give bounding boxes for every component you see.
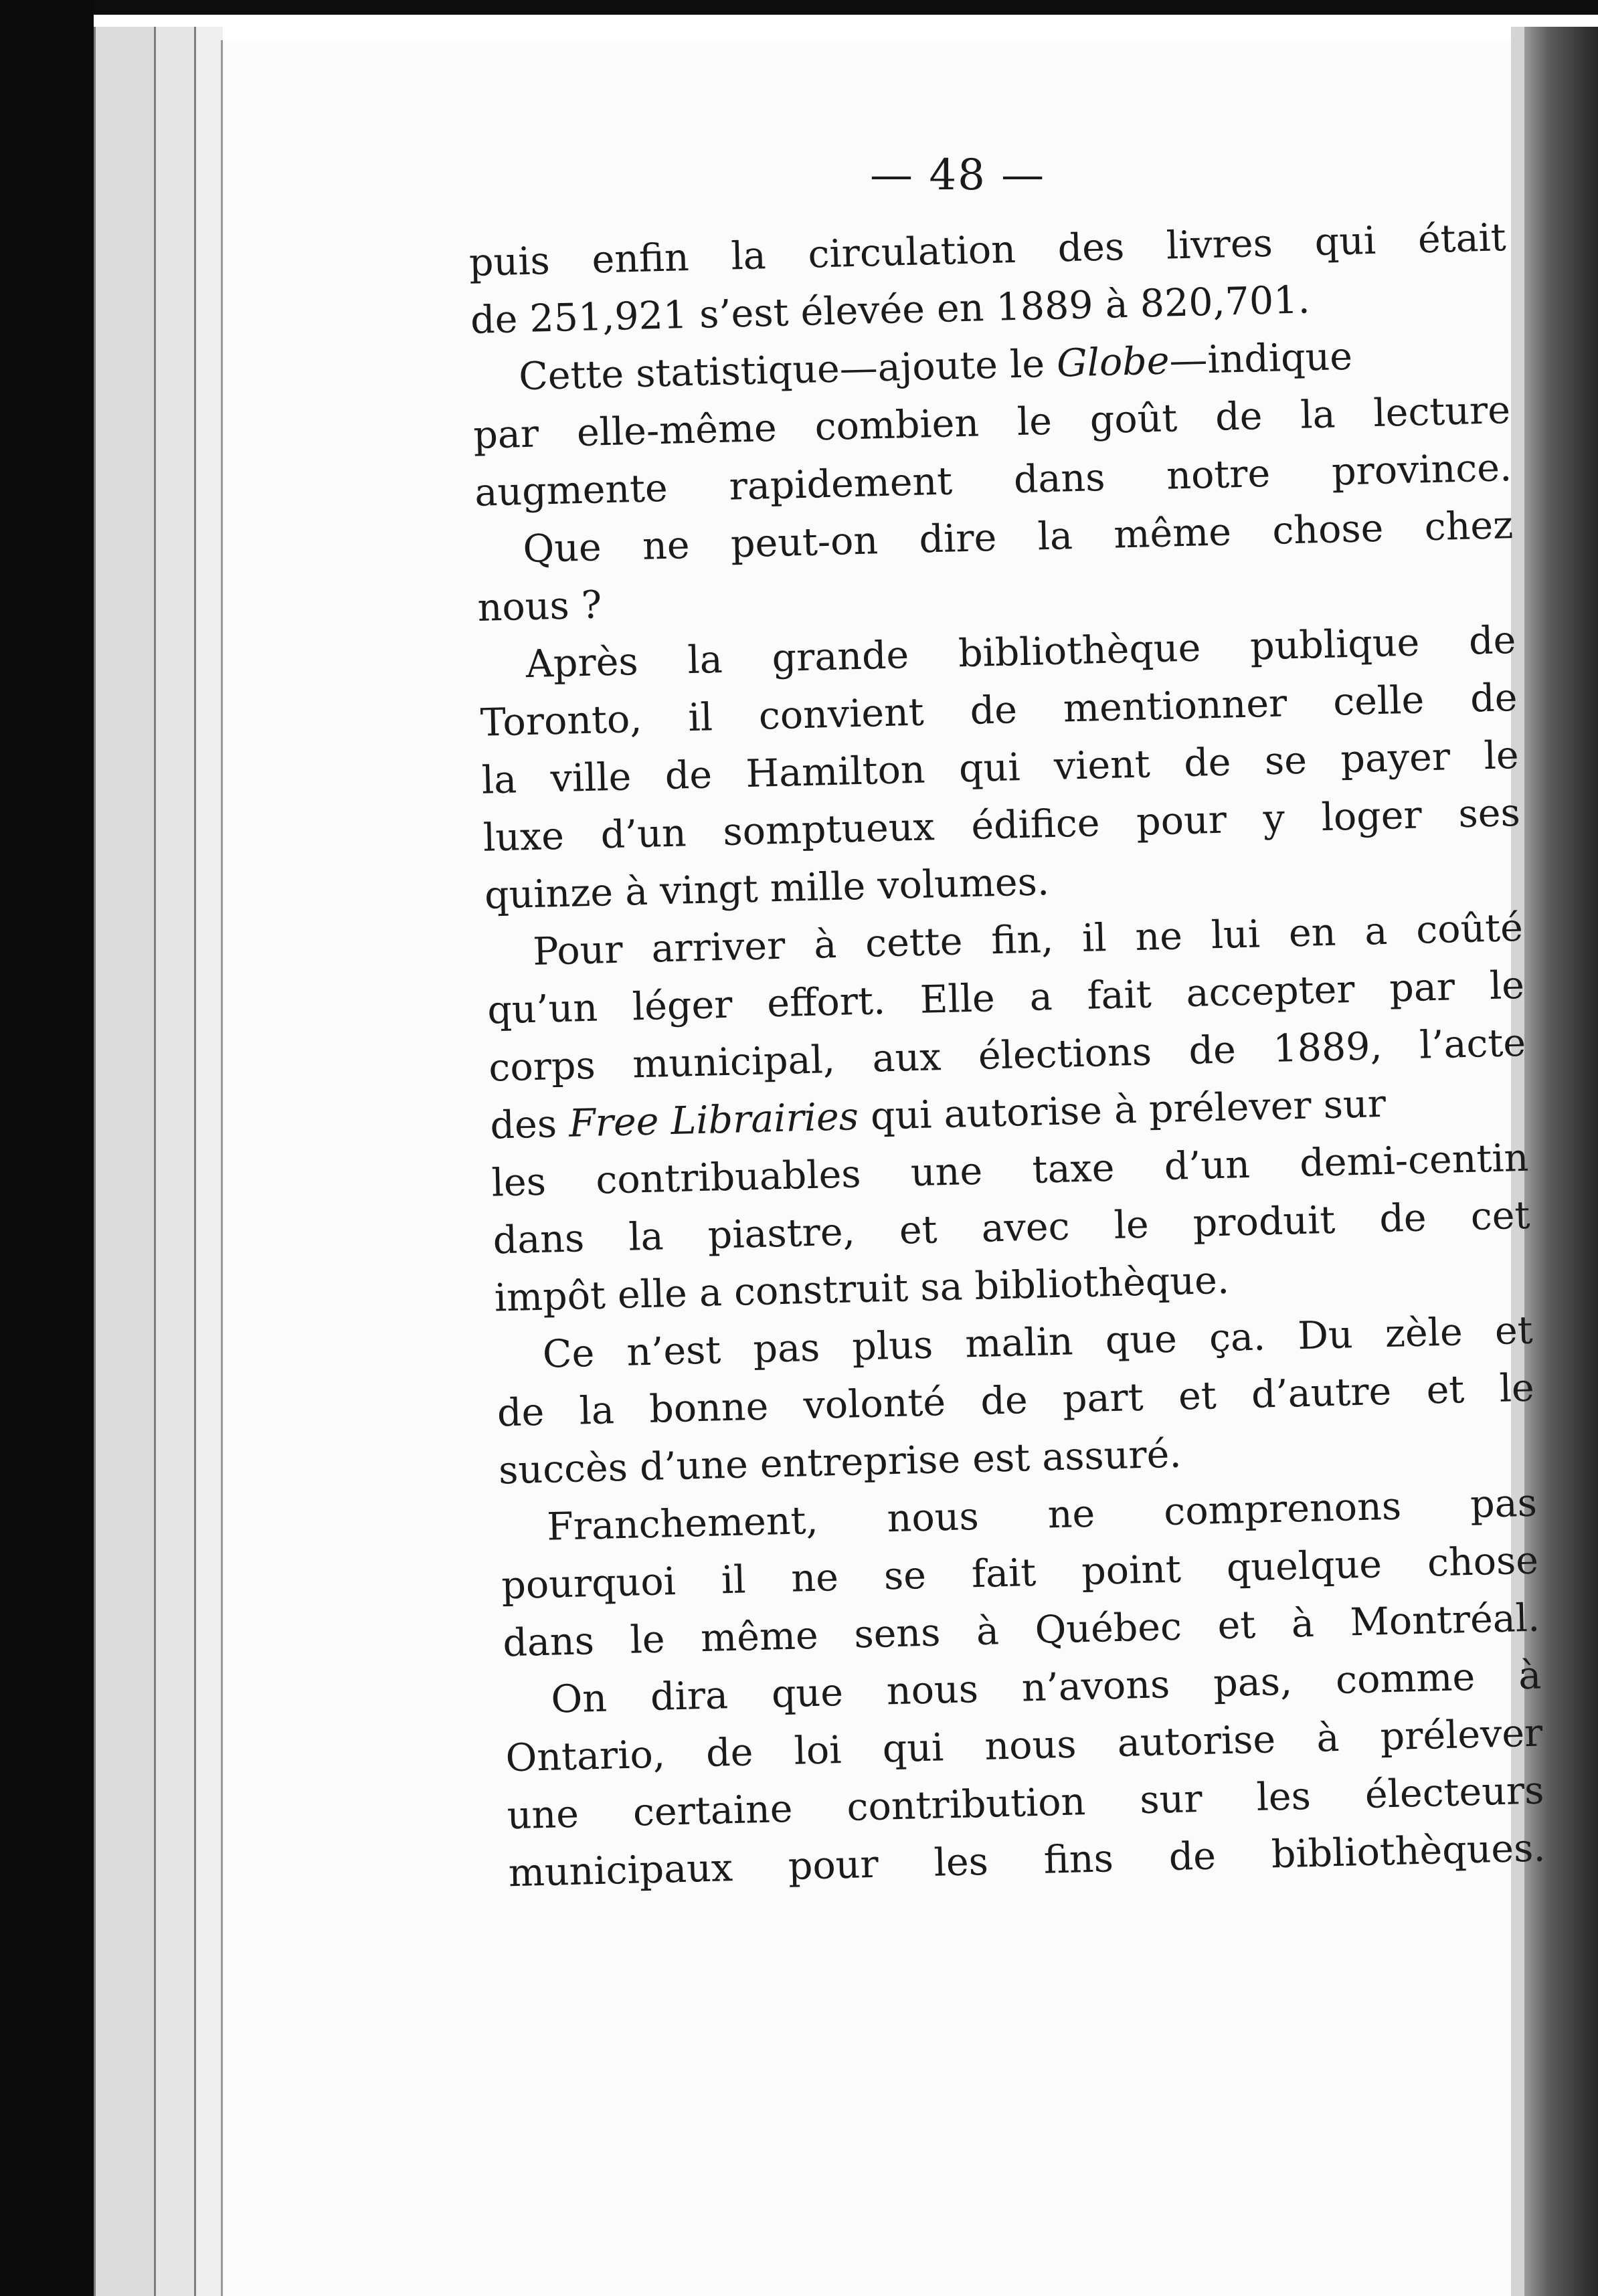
text-line: par elle-même combien le goût de la lecture [472,388,1511,458]
text-line: quinze à vingt mille volumes. [484,860,1050,918]
text-line: Pour arriver à cette fin, il ne lui en a coûté [532,905,1524,974]
text-fragment: des [489,1102,557,1148]
scan-border-left [0,0,94,2296]
page-edge [94,27,156,2296]
text-line: municipaux pour les fins de bibliothèques. [508,1826,1546,1896]
text-line: succès d’une entreprise est assuré. [498,1432,1182,1493]
text-line: de 251,921 s’est élevée en 1889 à 820,701. [470,278,1311,343]
text-line: Ce n’est pas plus malin que ça. Du zèle et [542,1308,1534,1377]
text-line: une certaine contribution sur les électeurs [506,1768,1545,1838]
text-line: les contribuables une taxe d’un demi-centin [491,1135,1530,1206]
text-line: pourquoi il ne se fait point quelque chose [501,1538,1539,1608]
text-line: Après la grande bibliothèque publique de [525,617,1517,687]
text-line: corps municipal, aux élections de 1889, l’acte [488,1020,1526,1090]
text-line: On dira que nous n’avons pas, comme à [550,1653,1542,1722]
italic-title: Free Librairies [568,1094,859,1146]
text-line: dans le même sens à Québec et à Montréal. [502,1596,1540,1666]
text-line: augmente rapidement dans notre province. [474,446,1512,515]
text-line: Que ne peut-on dire la même chose chez [522,502,1514,572]
text-line: Franchement, nous ne comprenons pas [546,1480,1538,1549]
text-line: impôt elle a construit sa bibliothèque. [494,1258,1230,1321]
text-line: dans la piastre, et avec le produit de cet [492,1193,1531,1263]
text-line: Ontario, de loi qui nous autorise à prélever [505,1711,1544,1781]
binding-gutter [1524,27,1598,2296]
italic-title: Globe [1056,339,1170,386]
page-number: — 48 — [870,151,1046,200]
text-line: de la bonne volonté de part et d’autre et le [497,1365,1535,1436]
body-text [468,209,1546,1902]
text-line: qu’un léger effort. Elle a fait accepter par le [486,963,1525,1033]
text-line: la ville de Hamilton qui vient de se payer le [481,733,1520,803]
text-fragment: —indique [1168,334,1353,383]
text-line: nous ? [476,583,603,630]
text-line: luxe d’un somptueux édifice pour y loger ses [482,790,1521,860]
text-line: puis enfin la circulation des livres qui était [468,215,1507,285]
text-fragment: qui autorise à prélever sur [870,1081,1387,1139]
page-edge [194,27,223,2296]
page-edge [154,27,196,2296]
scan-border-top [0,0,1598,15]
text-fragment: Cette statistique—ajoute le [518,342,1045,399]
text-line: Toronto, il convient de mentionner celle de [480,675,1518,745]
